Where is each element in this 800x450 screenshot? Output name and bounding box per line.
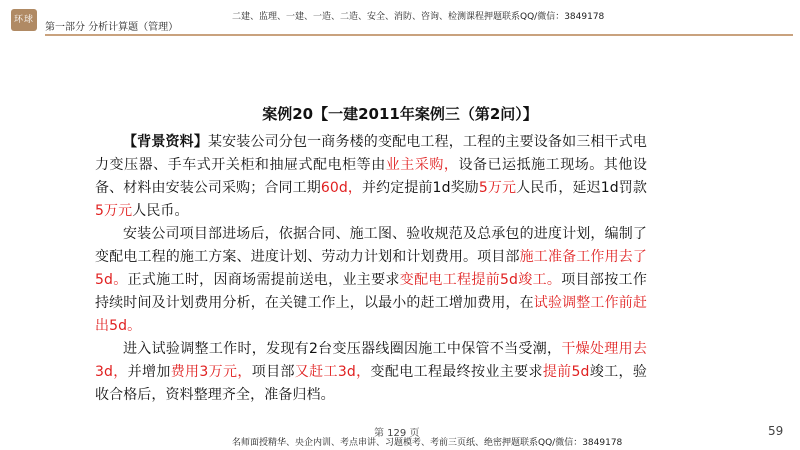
text-run: 人民币，延迟1d罚款 xyxy=(516,180,647,196)
header-bar xyxy=(0,0,800,40)
slide-number: 59 xyxy=(768,424,784,438)
highlight-run: 干燥处理用去3d， xyxy=(95,341,647,380)
text-run: 某安装公司分包一商务楼的变配电工程，工程的主要设备如三相干式电力变压器、手车式开关柜和抽屉式配电柜等由 xyxy=(95,134,647,173)
testing-paragraph xyxy=(95,338,647,407)
highlight-run: 5万元 xyxy=(478,180,517,196)
text-run: 竣工，验收合格后，资料整理齐全，准备归档。 xyxy=(95,364,647,403)
brand-logo: 环球 xyxy=(11,9,37,31)
text-run: 并增加 xyxy=(127,364,171,380)
section-title: 第一部分 分析计算题（管理） xyxy=(45,22,179,33)
text-run: 项目部 xyxy=(251,364,295,380)
text-run: 人民币。 xyxy=(132,203,189,219)
highlight-run: 5万元 xyxy=(95,203,133,219)
highlight-run: 试验调整工作前赶出5d。 xyxy=(95,295,647,334)
highlight-run: 60d， xyxy=(320,180,362,196)
highlight-run: 施工准备工作用去了5d。 xyxy=(95,249,647,288)
text-run: 正式施工时，因商场需提前送电，业主要求 xyxy=(127,272,400,288)
text-run: 安装公司项目部进场后，依据合同、施工图、验收规范及总承包的进度计划，编制了变配电工程的施工方案、进度计划、劳动力计划和计划费用。项目部 xyxy=(95,226,647,265)
case-title: 案例20【一建2011年案例三（第2问）】 xyxy=(262,105,538,123)
case-content xyxy=(95,131,647,407)
highlight-run: 费用3万元， xyxy=(170,364,252,380)
highlight-run: 变配电工程提前5d竣工。 xyxy=(399,272,562,288)
background-label: 【背景资料】 xyxy=(123,134,208,150)
highlight-run: 业主采购， xyxy=(385,157,459,173)
footer-contact-text: 名师面授精华、央企内训、考点串讲、习题模考、考前三页纸、绝密押题联系QQ/微信：3849178 xyxy=(232,438,623,448)
text-run: 进入试验调整工作时，发现有2台变压器线圈因施工中保管不当受潮， xyxy=(123,341,562,357)
header-divider xyxy=(45,34,793,36)
text-run: 项目部按工作持续时间及计划费用分析，在关键工作上，以最小的赶工增加费用，在 xyxy=(95,272,647,311)
page-number-label: 第 129 页 xyxy=(374,428,420,439)
highlight-run: 又赶工3d， xyxy=(294,364,371,380)
text-run: 变配电工程最终按业主要求 xyxy=(370,364,543,380)
text-run: 设备已运抵施工现场。其他设备、材料由安装公司采购；合同工期 xyxy=(95,157,647,196)
project-paragraph xyxy=(95,223,647,338)
header-contact-text: 二建、监理、一建、一造、二造、安全、消防、咨询、检测课程押题联系QQ/微信：3849178 xyxy=(232,12,605,22)
highlight-run: 提前5d xyxy=(542,364,590,380)
background-paragraph xyxy=(95,131,647,223)
text-run: 并约定提前1d奖励 xyxy=(361,180,479,196)
